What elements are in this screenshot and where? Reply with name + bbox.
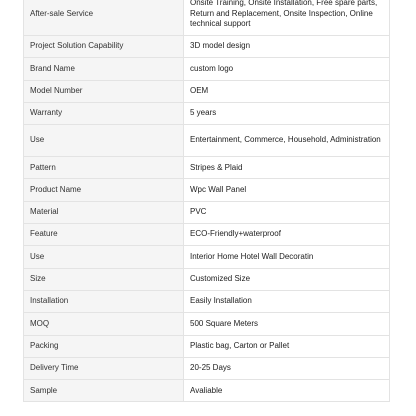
spec-row-size: [24, 268, 390, 290]
spec-label: Use: [24, 246, 184, 268]
spec-value: Entertainment, Commerce, Household, Administration: [184, 125, 390, 157]
spec-label: Installation: [24, 290, 184, 312]
spec-value: Avaliable: [184, 380, 390, 402]
spec-value: Easily Installation: [184, 290, 390, 312]
spec-row-pattern: [24, 157, 390, 179]
spec-row-use: [24, 125, 390, 157]
spec-label: After-sale Service: [24, 0, 184, 36]
spec-row-installation: [24, 290, 390, 312]
spec-row-sample: [24, 380, 390, 402]
spec-label: Sample: [24, 380, 184, 402]
spec-label: Product Name: [24, 179, 184, 201]
spec-label: MOQ: [24, 313, 184, 335]
spec-value: 5 years: [184, 102, 390, 124]
spec-row-feature: [24, 224, 390, 246]
spec-value: OEM: [184, 80, 390, 102]
spec-row-warranty: [24, 102, 390, 124]
spec-row-use-2: [24, 246, 390, 268]
product-spec-table: [23, 0, 390, 402]
spec-value: Stripes & Plaid: [184, 157, 390, 179]
spec-row-project-solution-capability: [24, 36, 390, 58]
spec-row-model-number: [24, 80, 390, 102]
spec-label: Feature: [24, 224, 184, 246]
spec-label: Pattern: [24, 157, 184, 179]
spec-value: Plastic bag, Carton or Pallet: [184, 335, 390, 357]
spec-value: Wpc Wall Panel: [184, 179, 390, 201]
spec-label: Warranty: [24, 102, 184, 124]
spec-value: custom logo: [184, 58, 390, 80]
spec-label: Brand Name: [24, 58, 184, 80]
spec-value: 20-25 Days: [184, 357, 390, 379]
spec-label: Material: [24, 201, 184, 223]
spec-value: Customized Size: [184, 268, 390, 290]
spec-value: Interior Home Hotel Wall Decoratin: [184, 246, 390, 268]
spec-label: Packing: [24, 335, 184, 357]
spec-value: ECO-Friendly+waterproof: [184, 224, 390, 246]
spec-value: 3D model design: [184, 36, 390, 58]
spec-label: Use: [24, 125, 184, 157]
spec-value: PVC: [184, 201, 390, 223]
spec-value: 500 Square Meters: [184, 313, 390, 335]
spec-row-moq: [24, 313, 390, 335]
spec-label: Size: [24, 268, 184, 290]
spec-label: Model Number: [24, 80, 184, 102]
spec-value: Onsite Training, Onsite Installation, Free spare parts, Return and Replacement, Onsite Inspection, Online technical support: [184, 0, 390, 36]
spec-row-after-sale-service: [24, 0, 390, 36]
spec-row-brand-name: [24, 58, 390, 80]
spec-label: Delivery Time: [24, 357, 184, 379]
spec-row-delivery-time: [24, 357, 390, 379]
spec-row-product-name: [24, 179, 390, 201]
spec-row-packing: [24, 335, 390, 357]
spec-row-material: [24, 201, 390, 223]
spec-label: Project Solution Capability: [24, 36, 184, 58]
